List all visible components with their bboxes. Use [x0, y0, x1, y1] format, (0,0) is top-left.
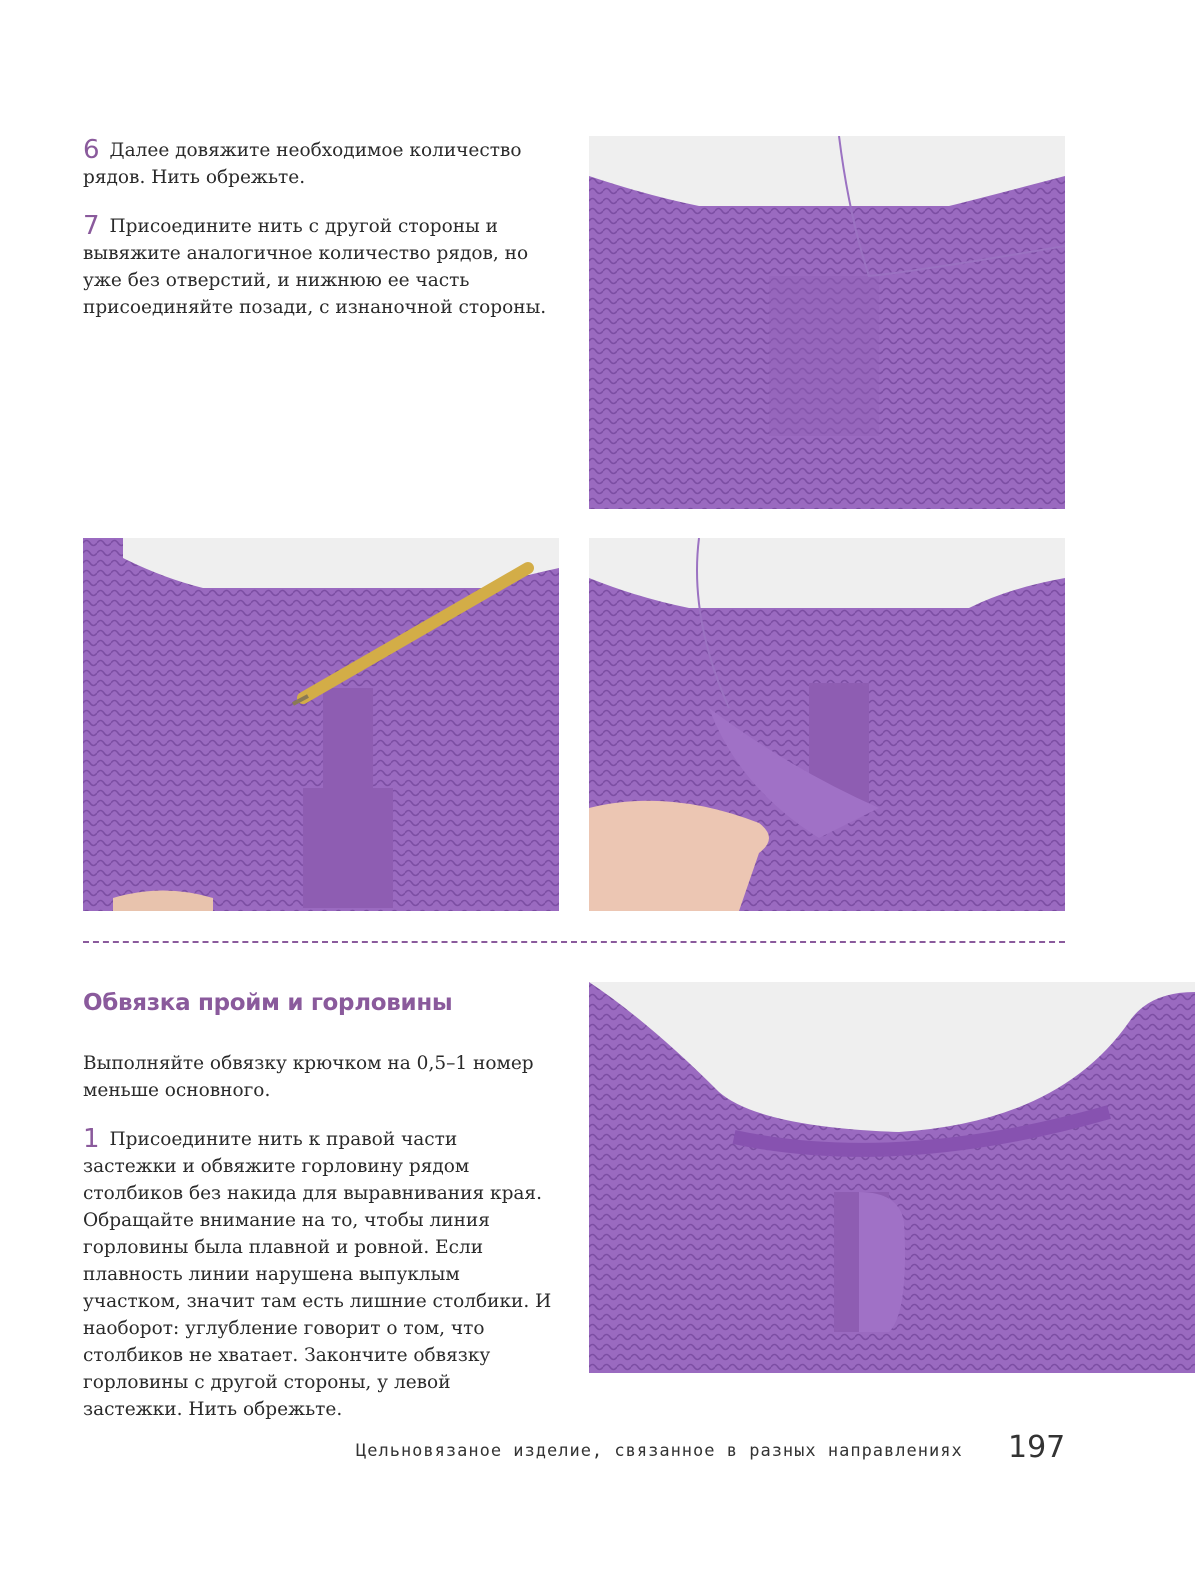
section-body: [83, 1050, 553, 1423]
step-1: [83, 1126, 553, 1423]
step-6: [83, 137, 553, 191]
section-heading: Обвязка пройм и горловины: [83, 990, 453, 1016]
step-7: [83, 213, 553, 321]
photo-step-6: [589, 136, 1065, 509]
step-number: 1: [83, 1124, 100, 1154]
step-text: Присоедините нить к правой части застежки и обвяжите горловину рядом столбиков без накида для выравнивания края. Обращайте внимание на то, чтобы линия горловины была плавной и ровной. Если плавность линии нарушена выпуклым участком, значит там есть лишние столбики. И наоборот: углубление говорит о том, что столбиков не хватает. Закончите обвязку горловины с другой стороны, у левой застежки. Нить обрежьте.: [83, 1129, 552, 1420]
step-number: 6: [83, 135, 100, 165]
photo-neckline: [589, 982, 1195, 1373]
photo-step-7b: [589, 538, 1065, 911]
photo-step-7a: [83, 538, 559, 911]
step-text: Далее довяжите необходимое количество рядов. Нить обрежьте.: [83, 140, 522, 188]
running-title: Цельновязаное изделие, связанное в разных направлениях: [356, 1441, 963, 1461]
section-intro: Выполняйте обвязку крючком на 0,5–1 номер меньше основного.: [83, 1053, 534, 1101]
section-divider: [83, 941, 1065, 943]
step-text: Присоедините нить с другой стороны и вывяжите аналогичное количество рядов, но уже без отверстий, и нижнюю ее часть присоединяйте позади, с изнаночной стороны.: [83, 216, 547, 318]
steps-top: [83, 137, 553, 321]
page-number: 197: [1008, 1430, 1066, 1465]
step-number: 7: [83, 211, 100, 241]
